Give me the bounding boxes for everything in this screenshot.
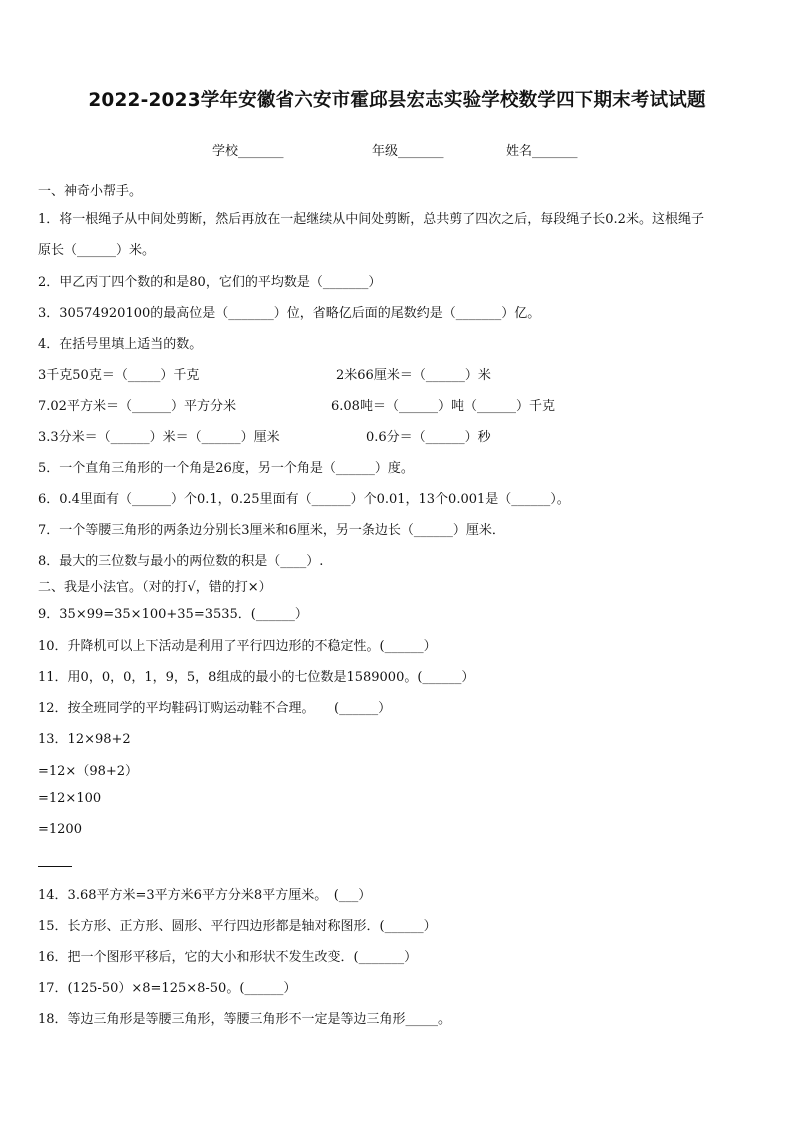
question-14: 14．3.68平方米=3平方米6平方分米8平方厘米。 (___） [38, 888, 372, 903]
question-13-line-3: =12×100 [38, 791, 102, 806]
school-field: 学校_______ [212, 144, 284, 159]
question-16: 16．把一个图形平移后，它的大小和形状不发生改变．(_______） [38, 950, 418, 965]
question-11: 11．用0，0，0，1，9，5，8组成的最小的七位数是1589000。(______） [38, 670, 475, 685]
question-5: 5．一个直角三角形的一个角是26度，另一个角是（______）度。 [38, 461, 414, 476]
section-heading-1: 一、神奇小帮手。 [38, 184, 143, 199]
question-13-line-2: =12×（98+2） [38, 764, 139, 779]
question-4-item-d: 6.08吨＝（______）吨（______）千克 [331, 399, 555, 414]
question-4-item-b: 2米66厘米＝（______）米 [336, 368, 491, 383]
question-12: 12．按全班同学的平均鞋码订购运动鞋不合理。 (______） [38, 701, 392, 716]
question-15: 15．长方形、正方形、圆形、平行四边形都是轴对称图形．(______） [38, 919, 437, 934]
question-1-line-1: 1．将一根绳子从中间处剪断，然后再放在一起继续从中间处剪断，总共剪了四次之后，每段绳子长0.2米。这根绳子 [38, 212, 704, 227]
question-18: 18．等边三角形是等腰三角形，等腰三角形不一定是等边三角形_____。 [38, 1012, 452, 1027]
question-4-item-f: 0.6分＝（______）秒 [366, 430, 491, 445]
question-2: 2．甲乙丙丁四个数的和是80，它们的平均数是（_______） [38, 275, 382, 290]
name-field: 姓名_______ [506, 144, 578, 159]
exam-title: 2022-2023学年安徽省六安市霍邱县宏志实验学校数学四下期末考试试题 [88, 90, 706, 111]
question-6: 6．0.4里面有（______）个0.1，0.25里面有（______）个0.01，13个0.001是（______）。 [38, 492, 570, 507]
grade-field: 年级_______ [372, 144, 444, 159]
question-4-item-c: 7.02平方米＝（______）平方分米 [38, 399, 236, 414]
question-4-item-a: 3千克50克＝（_____）千克 [38, 368, 200, 383]
question-4-item-e: 3.3分米＝（______）米＝（______）厘米 [38, 430, 280, 445]
question-13-line-4: =1200 [38, 822, 82, 837]
question-10: 10．升降机可以上下活动是利用了平行四边形的不稳定性。(______） [38, 639, 437, 654]
question-1-line-2: 原长（______）米。 [38, 243, 156, 258]
answer-blank-line [38, 866, 72, 867]
section-heading-2: 二、我是小法官。（对的打√，错的打×） [38, 580, 272, 595]
question-4: 4．在括号里填上适当的数。 [38, 337, 203, 352]
question-3: 3．30574920100的最高位是（_______）位，省略亿后面的尾数约是（_______）亿。 [38, 306, 541, 321]
question-13-line-1: 13．12×98+2 [38, 732, 131, 747]
question-9: 9．35×99=35×100+35=3535．(______） [38, 607, 308, 622]
question-7: 7．一个等腰三角形的两条边分别长3厘米和6厘米，另一条边长（______）厘米． [38, 523, 505, 538]
question-8: 8．最大的三位数与最小的两位数的积是（____）. [38, 554, 324, 569]
question-17: 17．(125-50）×8=125×8-50。(______） [38, 981, 297, 996]
